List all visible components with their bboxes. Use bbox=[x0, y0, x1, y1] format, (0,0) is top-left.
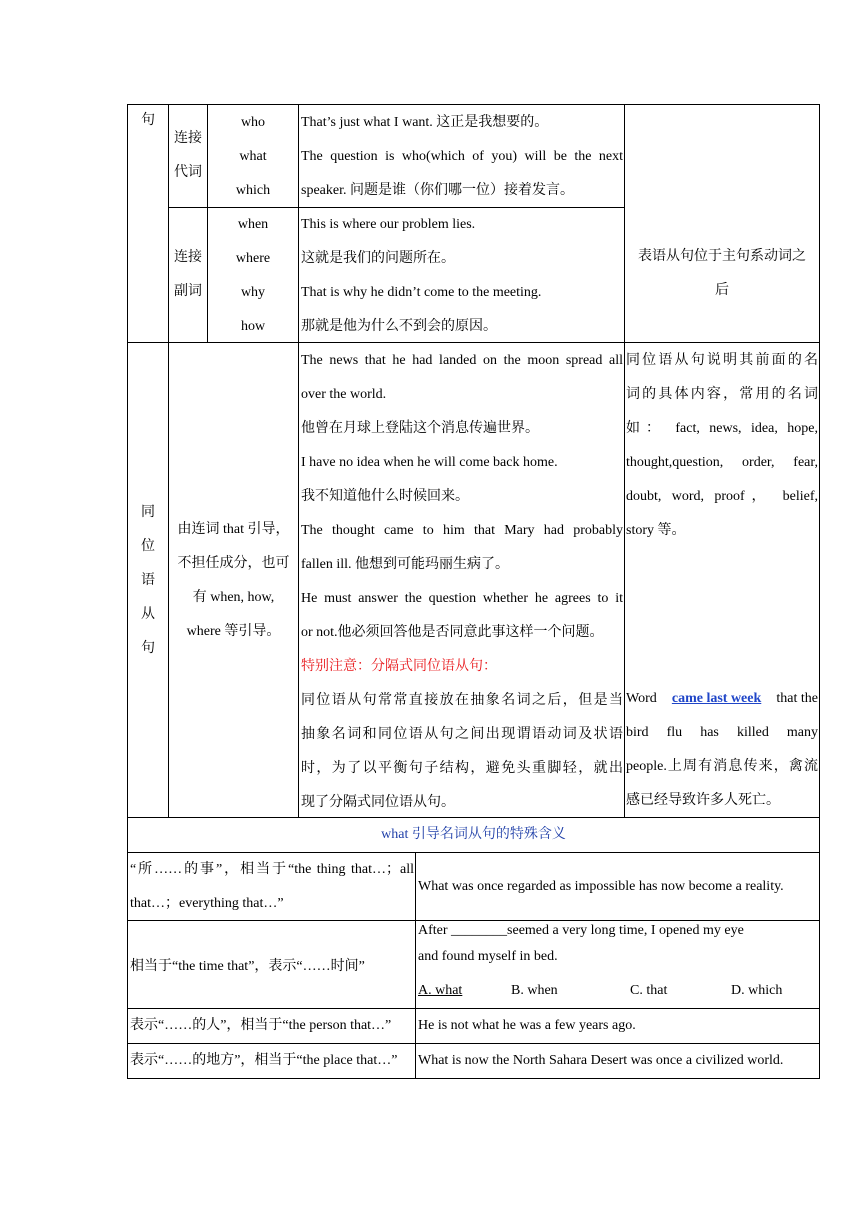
label-char: 位 bbox=[141, 539, 155, 554]
note-line: 如： fact, news, idea, hope, bbox=[626, 421, 818, 436]
example-line: or not.他必须回答他是否同意此事这样一个问题。 bbox=[301, 625, 604, 640]
what-section-heading bbox=[128, 818, 819, 852]
intro-line: where 等引导。 bbox=[186, 624, 281, 639]
meaning-line: “所……的事”，相当于“the thing that…；all bbox=[130, 862, 414, 877]
example-line: speaker. 问题是谁（你们哪一位）接着发言。 bbox=[301, 183, 574, 198]
label-char: 语 bbox=[141, 573, 155, 588]
label-char: 句 bbox=[141, 641, 155, 656]
section-label-text: 句 bbox=[141, 113, 155, 128]
example-line: After ________seemed a very long time, I opened my eye bbox=[418, 923, 744, 938]
example-line: 感已经导致许多人死亡。 bbox=[626, 793, 780, 808]
pronoun-words bbox=[208, 106, 298, 208]
table-line bbox=[127, 104, 820, 105]
example-line bbox=[626, 682, 818, 716]
example-line: That is why he didn’t come to the meeting. bbox=[301, 285, 542, 300]
meaning-line: that…；everything that…” bbox=[130, 896, 284, 911]
meaning-cell bbox=[130, 921, 414, 1008]
special-note-line: 现了分隔式同位语从句。 bbox=[301, 795, 455, 810]
special-note-line: 时，为了以平衡句子结构，避免头重脚轻，就出 bbox=[301, 761, 623, 776]
meaning-line: 表示“……的人”，相当于“the person that…” bbox=[130, 1018, 392, 1033]
section-label bbox=[128, 104, 168, 138]
answer-options bbox=[418, 972, 818, 1006]
label-line: 连接 bbox=[174, 250, 202, 265]
example-sentence: He is not what he was a few years ago. bbox=[418, 1018, 636, 1033]
pronoun-examples bbox=[301, 106, 623, 208]
option-b[interactable]: B. when bbox=[511, 983, 558, 998]
label-char: 同 bbox=[141, 505, 155, 520]
appositive-examples bbox=[301, 344, 623, 820]
table-line bbox=[127, 1078, 820, 1079]
example-line: He must answer the question whether he agrees to it bbox=[301, 591, 623, 606]
label-char: 从 bbox=[141, 607, 155, 622]
table-line bbox=[819, 104, 820, 1079]
connective-word: who bbox=[240, 115, 266, 130]
example-line: The thought came to him that Mary had probably bbox=[301, 523, 623, 538]
option-c[interactable]: C. that bbox=[630, 983, 668, 998]
table-line bbox=[624, 104, 625, 818]
special-note-line: 抽象名词和同位语从句之间出现谓语动词及状语 bbox=[301, 727, 623, 742]
table-line bbox=[415, 852, 416, 1079]
example-cell bbox=[418, 1044, 819, 1078]
example-line: and found myself in bed. bbox=[418, 949, 558, 964]
example-sentence: What is now the North Sahara Desert was once a civilized world. bbox=[418, 1053, 784, 1068]
example-text: that the bbox=[776, 691, 818, 706]
example-line: over the world. bbox=[301, 387, 387, 402]
note-line: 词的具体内容，常用的名词 bbox=[626, 387, 818, 402]
connective-word: what bbox=[239, 149, 267, 164]
example-line: people.上周有消息传来，禽流 bbox=[626, 759, 818, 774]
special-note-heading: 特别注意：分隔式同位语从句： bbox=[301, 659, 497, 674]
appositive-section-label bbox=[128, 496, 168, 666]
option-d[interactable]: D. which bbox=[731, 983, 783, 998]
connective-word: when bbox=[237, 217, 269, 232]
note-line: doubt, word, proof， belief, bbox=[626, 489, 818, 504]
example-line: This is where our problem lies. bbox=[301, 217, 476, 232]
note-line: 后 bbox=[715, 283, 729, 298]
table-line bbox=[298, 104, 299, 818]
option-a[interactable]: A. what bbox=[418, 983, 463, 998]
intro-line: 由连词 that 引导， bbox=[177, 522, 290, 537]
intro-line: 有 when, how, bbox=[192, 590, 275, 605]
example-sentence: What was once regarded as impossible has now become a reality. bbox=[418, 878, 784, 894]
label-line: 连接 bbox=[174, 131, 202, 146]
appositive-note bbox=[626, 344, 818, 548]
heading-text: what 引导名词从句的特殊含义 bbox=[381, 827, 566, 842]
note-line: thought,question, order, fear, bbox=[626, 455, 818, 470]
meaning-line: 相当于“the time that”，表示“……时间” bbox=[130, 958, 365, 974]
note-line: 同位语从句说明其前面的名 bbox=[626, 353, 818, 368]
meaning-cell bbox=[130, 1044, 414, 1078]
example-line: bird flu has killed many bbox=[626, 725, 818, 740]
note-line: story 等。 bbox=[626, 523, 686, 538]
connective-word: where bbox=[235, 251, 271, 266]
adverb-words bbox=[208, 208, 298, 344]
example-line: 他曾在月球上登陆这个消息传遍世界。 bbox=[301, 421, 539, 436]
split-appositive-example bbox=[626, 682, 818, 818]
adverb-examples bbox=[301, 208, 623, 344]
example-word: Word bbox=[626, 691, 657, 706]
example-cell bbox=[418, 1009, 818, 1043]
special-note-line: 同位语从句常常直接放在抽象名词之后，但是当 bbox=[301, 693, 623, 708]
appositive-intro bbox=[169, 513, 298, 649]
highlighted-phrase[interactable]: came last week bbox=[671, 691, 762, 706]
meaning-cell bbox=[130, 1009, 414, 1043]
example-line: fallen ill. 他想到可能玛丽生病了。 bbox=[301, 557, 510, 572]
example-cell bbox=[418, 918, 818, 1006]
pronoun-group-label bbox=[169, 122, 207, 190]
meaning-cell bbox=[130, 853, 414, 921]
label-line: 副词 bbox=[174, 284, 202, 299]
predicative-clause-note bbox=[625, 240, 819, 308]
intro-line: 不担任成分，也可 bbox=[177, 556, 290, 571]
example-line: 我不知道他什么时候回来。 bbox=[301, 489, 469, 504]
label-line: 代词 bbox=[174, 165, 202, 180]
connective-word: how bbox=[240, 319, 266, 334]
example-line: The question is who(which of you) will be the next bbox=[301, 149, 623, 164]
example-cell bbox=[418, 853, 818, 920]
meaning-line: 表示“……的地方”，相当于“the place that…” bbox=[130, 1053, 398, 1068]
connective-word: why bbox=[240, 285, 266, 300]
example-line: I have no idea when he will come back home. bbox=[301, 455, 558, 470]
connective-word: which bbox=[235, 183, 271, 198]
example-line: That’s just what I want. 这正是我想要的。 bbox=[301, 115, 549, 130]
adverb-group-label bbox=[169, 241, 207, 309]
note-line: 表语从句位于主句系动词之 bbox=[638, 249, 806, 264]
example-line: The news that he had landed on the moon spread all bbox=[301, 353, 623, 368]
example-line: 那就是他为什么不到会的原因。 bbox=[301, 319, 497, 334]
example-line: 这就是我们的问题所在。 bbox=[301, 251, 455, 266]
table-line bbox=[168, 104, 169, 818]
